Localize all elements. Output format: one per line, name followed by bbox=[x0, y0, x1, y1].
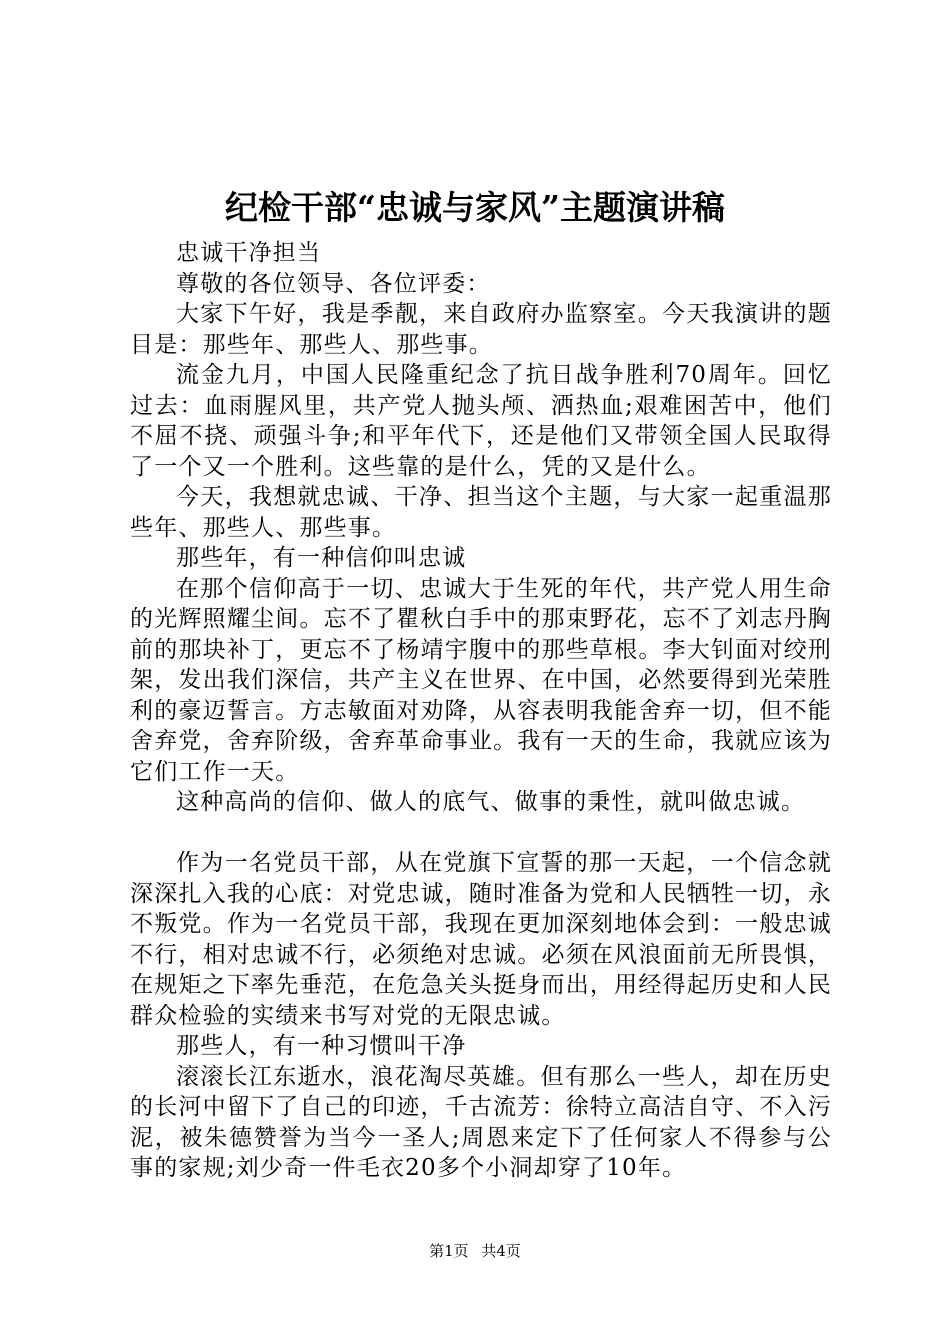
section-heading: 那些年，有一种信仰叫忠诚 bbox=[176, 545, 467, 571]
page-total: 共4页 bbox=[481, 1242, 521, 1260]
paragraph: 这种高尚的信仰、做人的底气、做事的秉性，就叫做忠诚。 bbox=[176, 789, 806, 815]
document-body bbox=[130, 238, 832, 1184]
page-number: 第1页 bbox=[429, 1242, 469, 1260]
paragraph-salutation: 尊敬的各位领导、各位评委： bbox=[176, 270, 491, 297]
paragraph-intro: 大家下午好，我是季靓，来自政府办监察室。今天我演讲的题目是：那些年、那些人、那些事。 bbox=[130, 301, 832, 358]
paragraph-heading: 忠诚干净担当 bbox=[176, 240, 322, 266]
paragraph: 今天，我想就忠诚、干净、担当这个主题，与大家一起重温那些年、那些人、那些事。 bbox=[130, 484, 832, 541]
paragraph: 滚滚长江东逝水，浪花淘尽英雄。但有那么一些人，却在历史的长河中留下了自己的印迹，千古流芳：徐特立高洁自守、不入污泥，被朱德赞誉为当今一圣人;周恩来定下了任何家人不得参与公事的家规;刘少奇一件毛衣20多个小洞却穿了10年。 bbox=[130, 1063, 832, 1181]
paragraph: 在那个信仰高于一切、忠诚大于生死的年代，共产党人用生命的光辉照耀尘间。忘不了瞿秋白手中的那束野花，忘不了刘志丹胸前的那块补丁，更忘不了杨靖宇腹中的那些草根。李大钊面对绞刑架，发出我们深信，共产主义在世界、在中国，必然要得到光荣胜利的豪迈誓言。方志敏面对劝降，从容表明我能舍弃一切，但不能舍弃党，舍弃阶级，舍弃革命事业。我有一天的生命，我就应该为它们工作一天。 bbox=[130, 575, 832, 785]
paragraph: 作为一名党员干部，从在党旗下宣誓的那一天起，一个信念就深深扎入我的心底：对党忠诚，随时准备为党和人民牺牲一切，永不叛党。作为一名党员干部，我现在更加深刻地体会到：一般忠诚不行，相对忠诚不行，必须绝对忠诚。必须在风浪面前无所畏惧，在规矩之下率先垂范，在危急关头挺身而出，用经得起历史和人民群众检验的实绩来书写对党的无限忠诚。 bbox=[130, 850, 832, 1029]
paragraph-gap bbox=[130, 818, 832, 849]
paragraph: 流金九月，中国人民隆重纪念了抗日战争胜利70周年。回忆过去：血雨腥风里，共产党人抛头颅、洒热血;艰难困苦中，他们不屈不挠、顽强斗争;和平年代下，还是他们又带领全国人民取得了一个又一个胜利。这些靠的是什么，凭的又是什么。 bbox=[130, 362, 832, 480]
section-heading: 那些人，有一种习惯叫干净 bbox=[176, 1033, 467, 1059]
document-title: 纪检干部“忠诚与家风”主题演讲稿 bbox=[225, 188, 725, 227]
page-footer bbox=[0, 1239, 950, 1263]
